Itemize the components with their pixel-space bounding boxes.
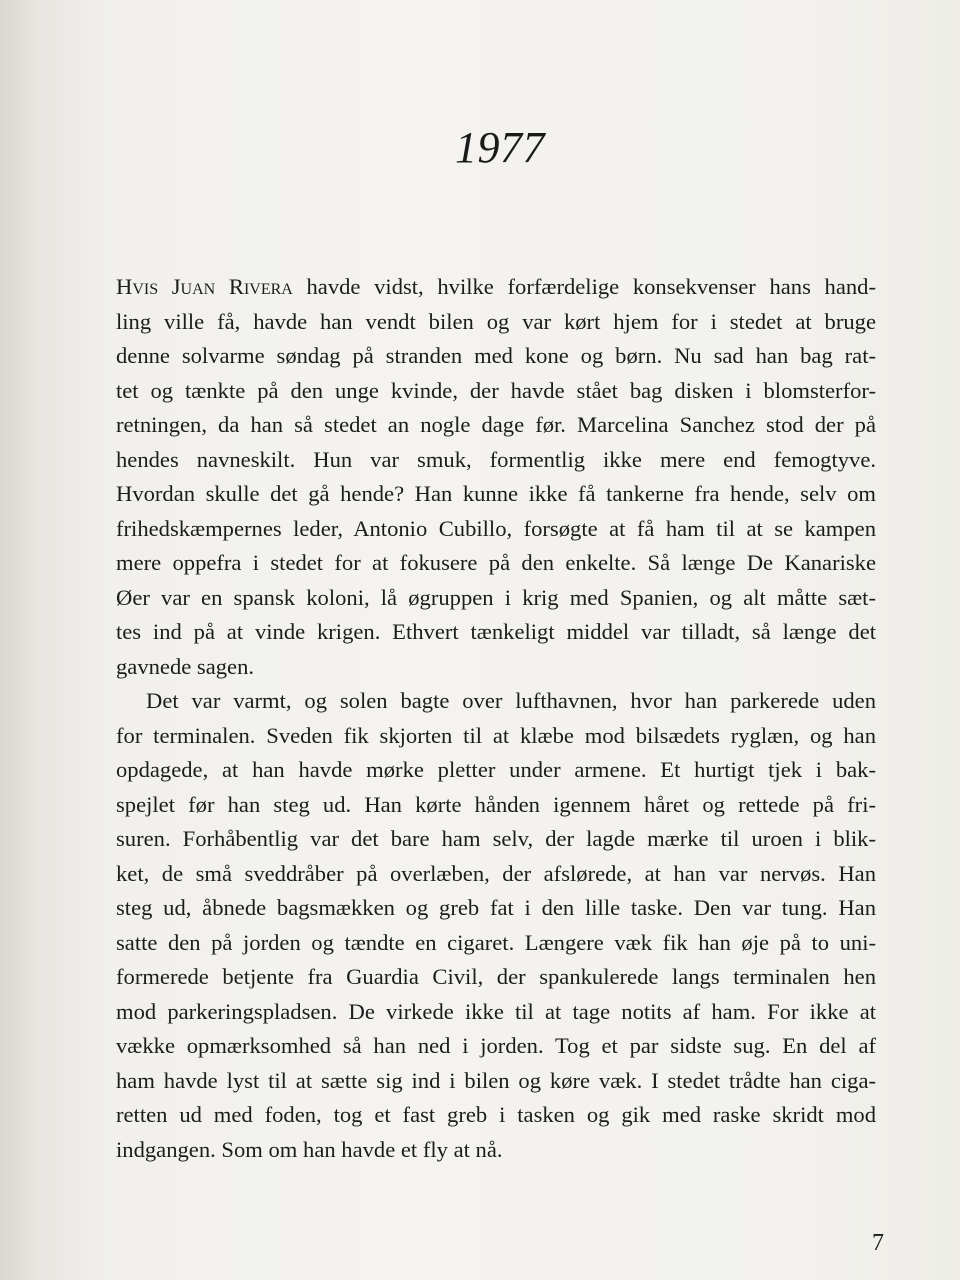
text-line: Det var varmt, og solen bagte over lufthavnen, hvor han parkerede uden — [146, 688, 876, 713]
text-line: ham havde lyst til at sætte sig ind i bilen og køre væk. I stedet trådte han ciga- — [116, 1067, 876, 1093]
text-line: vække opmærksomhed så han ned i jorden. Tog et par sidste sug. En del af — [116, 1033, 876, 1058]
text-line: opdagede, at han havde mørke pletter under armene. Et hurtigt tjek i bak- — [116, 757, 876, 782]
line-text: havde vidst, hvilke forfærdelige konsekvenser hans hand- — [292, 274, 876, 299]
text-line: for terminalen. Sveden fik skjorten til at klæbe mod bilsædets ryglæn, og han — [116, 722, 876, 748]
text-line: satte den på jorden og tændte en cigaret. Længere væk fik han øje på to uni- — [116, 929, 876, 955]
text-line: tet og tænkte på den unge kvinde, der havde stået bag disken i blomsterfor- — [116, 377, 876, 403]
text-line: spejlet før han steg ud. Han kørte hånden igennem håret og rettede på fri- — [116, 791, 876, 817]
text-line — [116, 270, 876, 305]
text-line: Øer var en spansk koloni, lå øgruppen i krig med Spanien, og alt måtte sæt- — [116, 584, 876, 610]
text-line: retningen, da han så stedet an nogle dage før. Marcelina Sanchez stod der på — [116, 412, 876, 437]
page-number: 7 — [872, 1230, 884, 1256]
text-line: mere oppefra i stedet for at fokusere på den enkelte. Så længe De Kanariske — [116, 550, 876, 575]
text-line: denne solvarme søndag på stranden med kone og børn. Nu sad han bag rat- — [116, 343, 876, 368]
text-line: formerede betjente fra Guardia Civil, der spankulerede langs terminalen hen — [116, 964, 876, 989]
chapter-title: 1977 — [455, 123, 545, 172]
text-line: indgangen. Som om han havde et fly at nå. — [116, 1136, 503, 1162]
text-line: suren. Forhåbentlig var det bare ham selv, der lagde mærke til uroen i blik- — [116, 826, 876, 851]
body-text — [116, 270, 876, 1167]
text-line: gavnede sagen. — [116, 653, 255, 679]
text-line: tes ind på at vinde krigen. Ethvert tænkeligt middel var tilladt, så længe det — [116, 619, 876, 644]
text-line: steg ud, åbnede bagsmækken og greb fat i den lille taske. Den var tung. Han — [116, 895, 876, 920]
text-line: ling ville få, havde han vendt bilen og var kørt hjem for i stedet at bruge — [116, 308, 876, 334]
opening-name: Hvis Juan Rivera — [116, 274, 293, 299]
text-line: retten ud med foden, tog et fast greb i tasken og gik med raske skridt mod — [116, 1102, 876, 1127]
text-line: hendes navneskilt. Hun var smuk, formentlig ikke mere end femogtyve. — [116, 446, 876, 472]
text-line: frihedskæmpernes leder, Antonio Cubillo, forsøgte at få ham til at se kampen — [116, 515, 876, 541]
text-line: mod parkeringspladsen. De virkede ikke til at tage notits af ham. For ikke at — [116, 998, 876, 1024]
text-line: ket, de små sveddråber på overlæben, der afslørede, at han var nervøs. Han — [116, 860, 876, 886]
text-line: Hvordan skulle det gå hende? Han kunne ikke få tankerne fra hende, selv om — [116, 481, 876, 506]
